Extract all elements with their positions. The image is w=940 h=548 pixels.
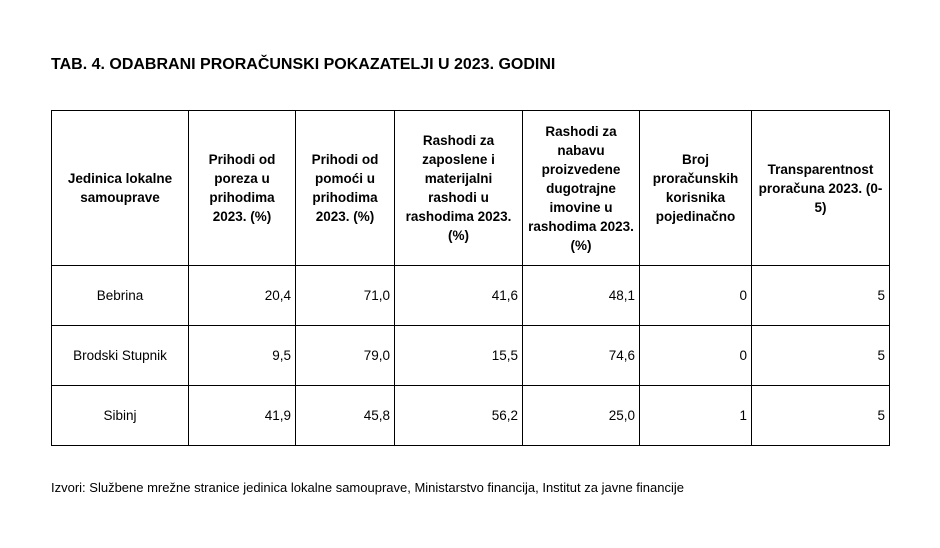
cell-fixed-assets-expenses: 25,0 (523, 386, 640, 446)
cell-budget-transparency: 5 (752, 266, 890, 326)
cell-aid-revenue: 79,0 (296, 326, 395, 386)
cell-tax-revenue: 9,5 (189, 326, 296, 386)
cell-budget-transparency: 5 (752, 386, 890, 446)
cell-aid-revenue: 45,8 (296, 386, 395, 446)
cell-aid-revenue: 71,0 (296, 266, 395, 326)
col-header-budget-users-count: Broj proračunskih korisnika pojedinačno (640, 111, 752, 266)
cell-municipality: Bebrina (52, 266, 189, 326)
col-header-fixed-assets-expenses: Rashodi za nabavu proizvedene dugotrajne imovine u rashodima 2023. (%) (523, 111, 640, 266)
cell-municipality: Brodski Stupnik (52, 326, 189, 386)
cell-budget-transparency: 5 (752, 326, 890, 386)
table-row (52, 326, 890, 386)
indicators-table (51, 110, 890, 446)
col-header-municipality: Jedinica lokalne samouprave (52, 111, 189, 266)
table-row (52, 386, 890, 446)
table-title: TAB. 4. ODABRANI PRORAČUNSKI POKAZATELJI U 2023. GODINI (51, 56, 556, 73)
col-header-aid-revenue: Prihodi od pomoći u prihodima 2023. (%) (296, 111, 395, 266)
cell-employee-material-expenses: 41,6 (395, 266, 523, 326)
cell-budget-users-count: 1 (640, 386, 752, 446)
source-note: Izvori: Službene mrežne stranice jedinica lokalne samouprave, Ministarstvo financija, Institut za javne financije (51, 480, 684, 495)
cell-fixed-assets-expenses: 74,6 (523, 326, 640, 386)
col-header-tax-revenue: Prihodi od poreza u prihodima 2023. (%) (189, 111, 296, 266)
header-row (52, 111, 890, 266)
cell-tax-revenue: 41,9 (189, 386, 296, 446)
cell-tax-revenue: 20,4 (189, 266, 296, 326)
table-row (52, 266, 890, 326)
col-header-employee-material-expenses: Rashodi za zaposlene i materijalni rashodi u rashodima 2023. (%) (395, 111, 523, 266)
cell-employee-material-expenses: 56,2 (395, 386, 523, 446)
cell-fixed-assets-expenses: 48,1 (523, 266, 640, 326)
cell-employee-material-expenses: 15,5 (395, 326, 523, 386)
cell-budget-users-count: 0 (640, 326, 752, 386)
col-header-budget-transparency: Transparentnost proračuna 2023. (0-5) (752, 111, 890, 266)
cell-budget-users-count: 0 (640, 266, 752, 326)
cell-municipality: Sibinj (52, 386, 189, 446)
